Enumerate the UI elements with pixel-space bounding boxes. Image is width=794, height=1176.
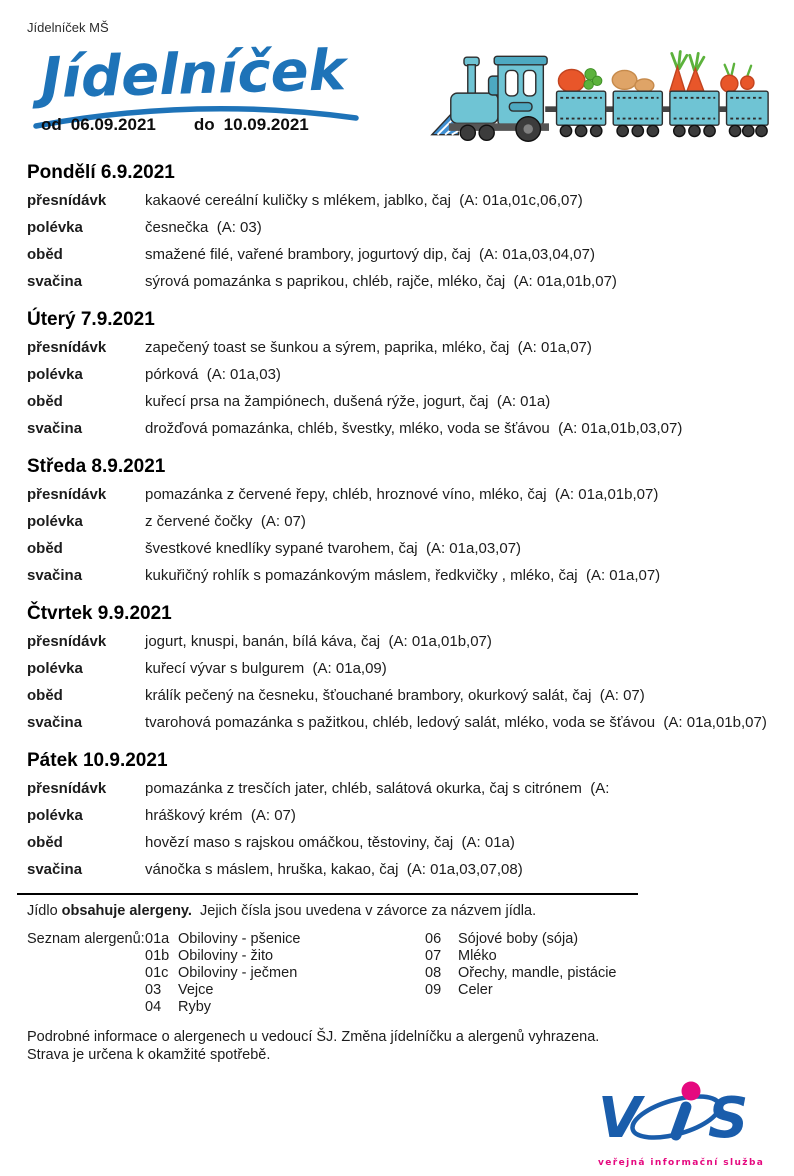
- allergen-name: Obiloviny - pšenice: [178, 931, 301, 947]
- info-notes: [27, 1028, 794, 1064]
- menu-row: [27, 535, 768, 562]
- meal-label: polévka: [27, 660, 83, 677]
- meal-description: pórková (A: 01a,03): [145, 366, 281, 383]
- meal-description: kuřecí vývar s bulgurem (A: 01a,09): [145, 660, 387, 677]
- to-label: do: [193, 115, 215, 134]
- allergen-info-note: Podrobné informace o alergenech u vedoucí ŠJ. Změna jídelníčku a alergenů vyhrazena.: [27, 1029, 600, 1045]
- allergen-column-1: [145, 931, 425, 1016]
- footer: [0, 893, 794, 1168]
- day-title: Úterý 7.9.2021: [27, 309, 155, 330]
- day-section-thursday: [0, 602, 794, 736]
- allergen-name: Vejce: [178, 982, 214, 998]
- to-date: 10.09.2021: [223, 115, 309, 134]
- allergen-code: 09: [425, 982, 442, 998]
- menu-row: [27, 655, 768, 682]
- meal-label: přesnídávk: [27, 339, 107, 356]
- train-illustration: [430, 47, 770, 143]
- meal-description: smažené filé, vařené brambory, jogurtový dip, čaj (A: 01a,03,04,07): [145, 246, 595, 263]
- menu-row: [27, 562, 768, 589]
- meal-description: pomazánka z tresčích jater, chléb, salátová okurka, čaj s citrónem (A:: [145, 780, 610, 797]
- meal-description: kuřecí prsa na žampiónech, dušená rýže, jogurt, čaj (A: 01a): [145, 393, 551, 410]
- menu-row: [27, 682, 768, 709]
- day-title: Čtvrtek 9.9.2021: [27, 603, 172, 624]
- vis-letter-v: V: [598, 1086, 642, 1151]
- allergen-name: Obiloviny - žito: [178, 948, 274, 964]
- meal-description: drožďová pomazánka, chléb, švestky, mléko, voda se šťávou (A: 01a,01b,03,07): [145, 420, 683, 437]
- meal-label: polévka: [27, 807, 83, 824]
- vis-logo: [596, 1071, 766, 1176]
- allergen-item: [425, 982, 617, 999]
- allergen-item: [425, 965, 617, 982]
- from-label: od: [41, 115, 62, 134]
- vis-letter-s: S: [708, 1086, 749, 1151]
- menu-row: [27, 481, 768, 508]
- meal-description: vánočka s máslem, hruška, kakao, čaj (A: 01a,03,07,08): [145, 861, 523, 878]
- vis-logo-graphic: [596, 1071, 766, 1171]
- allergen-item: [145, 982, 425, 999]
- allergen-list: [27, 931, 794, 1016]
- header: [27, 35, 770, 148]
- menu-row: [27, 214, 768, 241]
- meal-label: oběd: [27, 246, 63, 263]
- allergen-code: 06: [425, 931, 442, 947]
- menu-days: [0, 161, 794, 883]
- menu-row: [27, 829, 768, 856]
- meal-label: přesnídávk: [27, 486, 107, 503]
- footer-divider: [17, 893, 638, 895]
- menu-row: [27, 241, 768, 268]
- menu-row: [27, 775, 768, 802]
- day-title: Pondělí 6.9.2021: [27, 162, 175, 183]
- meal-description: jogurt, knuspi, banán, bílá káva, čaj (A: 01a,01b,07): [145, 633, 492, 650]
- from-date: 06.09.2021: [70, 115, 156, 134]
- allergen-code: 07: [425, 948, 442, 964]
- meal-description: hráškový krém (A: 07): [145, 807, 296, 824]
- meal-label: svačina: [27, 567, 83, 584]
- allergen-item: [145, 948, 425, 965]
- menu-row: [27, 187, 768, 214]
- meal-description: pomazánka z červené řepy, chléb, hroznové víno, mléko, čaj (A: 01a,01b,07): [145, 486, 659, 503]
- allergen-code: 08: [425, 965, 442, 981]
- meal-description: kukuřičný rohlík s pomazánkovým máslem, ředkvičky , mléko, čaj (A: 01a,07): [145, 567, 661, 584]
- meal-label: svačina: [27, 714, 83, 731]
- vis-letter-i-dot: [682, 1082, 701, 1101]
- allergy-note-prefix: Jídlo: [27, 903, 62, 919]
- day-section-tuesday: [0, 308, 794, 442]
- meal-description: švestkové knedlíky sypané tvarohem, čaj (A: 01a,03,07): [145, 540, 522, 557]
- menu-row: [27, 628, 768, 655]
- meal-label: svačina: [27, 420, 83, 437]
- meal-label: oběd: [27, 834, 63, 851]
- allergy-note-suffix: Jejich čísla jsou uvedena v závorce za názvem jídla.: [191, 903, 537, 919]
- allergen-code: 03: [145, 982, 162, 998]
- allergy-note: [27, 903, 794, 920]
- allergen-column-2: [425, 931, 617, 1016]
- allergen-name: Ryby: [178, 999, 212, 1015]
- allergen-code: 01a: [145, 931, 170, 947]
- meal-label: přesnídávk: [27, 192, 107, 209]
- menu-row: [27, 802, 768, 829]
- allergen-item: [145, 999, 425, 1016]
- allergen-item: [425, 931, 617, 948]
- meal-description: králík pečený na česneku, šťouchané brambory, okurkový salát, čaj (A: 07): [145, 687, 645, 704]
- allergen-list-label: Seznam alergenů:: [27, 931, 145, 947]
- meal-label: svačina: [27, 273, 83, 290]
- day-title: Pátek 10.9.2021: [27, 750, 168, 771]
- menu-row: [27, 268, 768, 295]
- meal-label: polévka: [27, 219, 83, 236]
- meal-description: z červené čočky (A: 07): [145, 513, 306, 530]
- meal-description: tvarohová pomazánka s pažitkou, chléb, ledový salát, mléko, voda se šťávou (A: 01a,01b,07): [145, 714, 767, 731]
- meal-label: oběd: [27, 393, 63, 410]
- doc-label: Jídelníček MŠ: [27, 20, 109, 35]
- allergen-code: 04: [145, 999, 162, 1015]
- menu-row: [27, 709, 768, 736]
- meal-description: sýrová pomazánka s paprikou, chléb, rajče, mléko, čaj (A: 01a,01b,07): [145, 273, 617, 290]
- menu-row: [27, 415, 768, 442]
- allergen-name: Obiloviny - ječmen: [178, 965, 298, 981]
- day-title: Středa 8.9.2021: [27, 456, 166, 477]
- allergen-name: Ořechy, mandle, pistácie: [458, 965, 617, 981]
- menu-row: [27, 856, 768, 883]
- meal-label: svačina: [27, 861, 83, 878]
- vis-tagline: veřejná informační služba: [598, 1158, 765, 1168]
- day-section-friday: [0, 749, 794, 883]
- date-range: [41, 115, 361, 135]
- meal-label: přesnídávk: [27, 633, 107, 650]
- allergen-name: Celer: [458, 982, 493, 998]
- meal-label: oběd: [27, 540, 63, 557]
- allergen-item: [425, 948, 617, 965]
- allergen-code: 01b: [145, 948, 170, 964]
- menu-page: [0, 20, 794, 1168]
- consume-note: Strava je určena k okamžité spotřebě.: [27, 1047, 271, 1063]
- allergen-code: 01c: [145, 965, 169, 981]
- meal-description: česnečka (A: 03): [145, 219, 262, 236]
- day-section-monday: [0, 161, 794, 295]
- menu-row: [27, 334, 768, 361]
- allergen-name: Sójové boby (sója): [458, 931, 579, 947]
- menu-row: [27, 361, 768, 388]
- menu-row: [27, 508, 768, 535]
- day-section-wednesday: [0, 455, 794, 589]
- allergen-name: Mléko: [458, 948, 497, 964]
- allergy-note-bold: obsahuje alergeny.: [61, 903, 192, 919]
- allergen-item: [145, 931, 425, 948]
- meal-description: zapečený toast se šunkou a sýrem, paprika, mléko, čaj (A: 01a,07): [145, 339, 592, 356]
- title-block: [41, 39, 361, 135]
- train-wrap: [430, 47, 770, 148]
- meal-description: kakaové cereální kuličky s mlékem, jablko, čaj (A: 01a,01c,06,07): [145, 192, 583, 209]
- meal-label: polévka: [27, 513, 83, 530]
- meal-description: hovězí maso s rajskou omáčkou, těstoviny, čaj (A: 01a): [145, 834, 515, 851]
- meal-label: přesnídávk: [27, 780, 107, 797]
- page-title: Jídelníček: [40, 38, 347, 112]
- meal-label: oběd: [27, 687, 63, 704]
- menu-row: [27, 388, 768, 415]
- meal-label: polévka: [27, 366, 83, 383]
- allergen-item: [145, 965, 425, 982]
